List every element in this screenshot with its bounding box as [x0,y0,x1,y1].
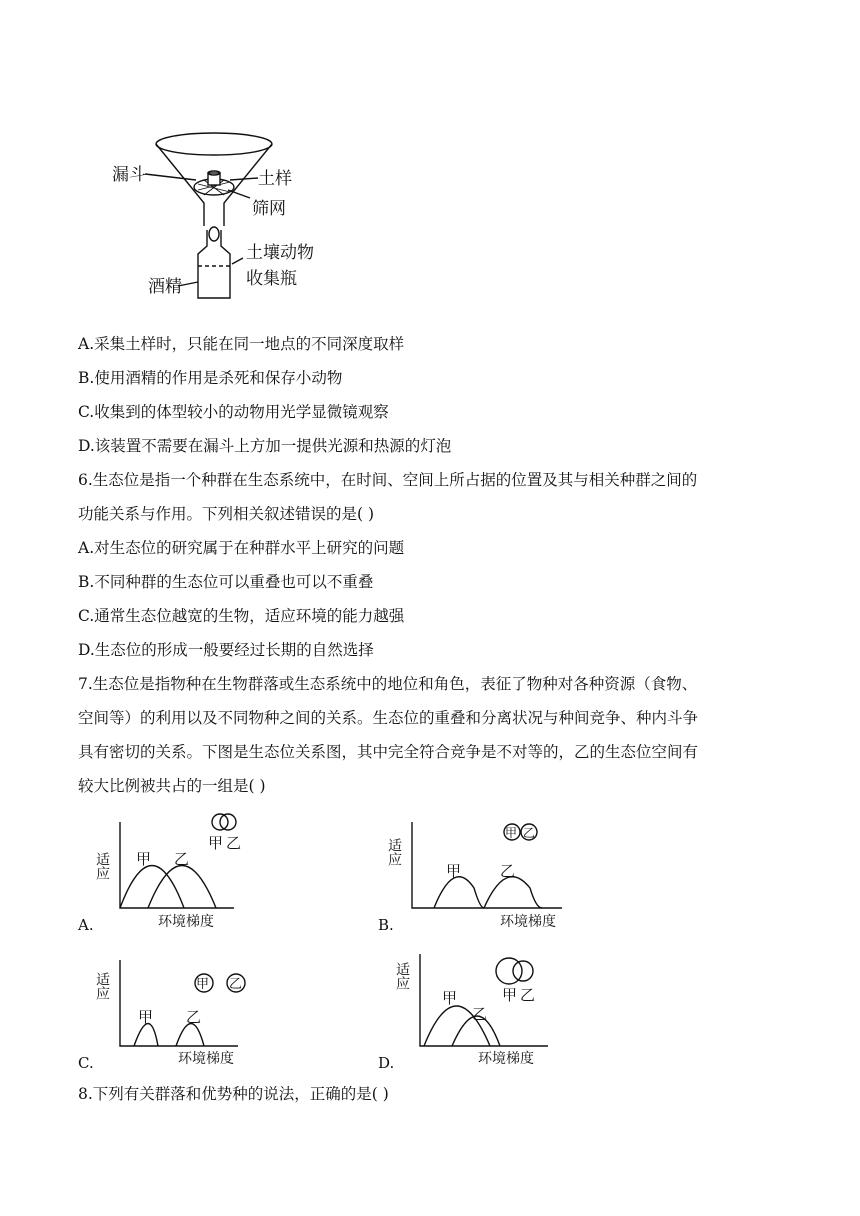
q7-stem-line2: 空间等）的利用以及不同物种之间的关系。生态位的重叠和分离状况与种间竞争、种内斗争 [78,709,699,727]
label-funnel: 漏斗 [112,165,146,185]
option-c-letter: C. [78,1054,94,1072]
graph-b [386,808,592,933]
graph-d-label-yi: 乙 [472,1005,488,1023]
label-alcohol: 酒精 [148,277,182,297]
graph-b-x-label: 环境梯度 [500,914,556,930]
option-d-letter: D. [378,1054,395,1072]
q7-stem-line4: 较大比例被共占的一组是( ) [78,777,266,795]
option-b-letter: B. [378,916,394,934]
graph-a-label-jia: 甲 [136,850,152,868]
graph-a-label-yi: 乙 [174,850,190,868]
label-sieve: 筛网 [252,199,286,219]
graph-c-label-jia: 甲 [138,1008,154,1026]
q6-stem-line2: 功能关系与作用。下列相关叙述错误的是( ) [78,505,375,523]
q5-option-d: D.该装置不需要在漏斗上方加一提供光源和热源的灯泡 [78,437,452,455]
q5-option-c: C.收集到的体型较小的动物用光学显微镜观察 [78,403,389,421]
graph-d-y-label: 适应 [394,962,410,990]
q7-stem-line1: 7.生态位是指物种在生物群落或生态系统中的地位和角色，表征了物种对各种资源（食物、 [78,675,698,693]
graph-d-x-label: 环境梯度 [478,1051,534,1067]
graph-b-legend-jia: 甲 [505,826,518,840]
q5-option-b: B.使用酒精的作用是杀死和保存小动物 [78,369,343,387]
q6-option-b: B.不同种群的生态位可以重叠也可以不重叠 [78,573,374,591]
graph-b-label-jia: 甲 [446,862,462,880]
graph-a-legend-yi: 乙 [226,834,242,852]
q6-stem-line1: 6.生态位是指一个种群在生态系统中，在时间、空间上所占据的位置及其与相关种群之间的 [78,471,698,489]
q6-option-d: D.生态位的形成一般要经过长期的自然选择 [78,641,374,659]
label-soil-animals: 土壤动物 [246,243,314,263]
graph-c-y-label: 适应 [94,972,110,1000]
graph-c [92,946,282,1071]
label-soil-sample: 土样 [258,169,292,189]
q6-option-a: A.对生态位的研究属于在种群水平上研究的问题 [78,539,405,557]
q6-option-c: C.通常生态位越宽的生物，适应环境的能力越强 [78,607,405,625]
q7-stem-line3: 具有密切的关系。下图是生态位关系图，其中完全符合竞争是不对等的，乙的生态位空间有 [78,743,699,761]
graph-b-legend-yi: 乙 [523,826,536,840]
option-a-letter: A. [78,916,94,934]
graph-a-y-label: 适应 [94,852,110,880]
graph-a-legend-jia: 甲 [208,834,224,852]
graph-c-label-yi: 乙 [186,1008,202,1026]
label-collection-bottle: 收集瓶 [246,269,297,289]
graph-b-y-label: 适应 [386,838,402,866]
graph-d-label-jia: 甲 [442,989,458,1007]
graph-d [392,946,592,1071]
q8-stem: 8.下列有关群落和优势种的说法，正确的是( ) [78,1085,389,1103]
q5-option-a: A.采集土样时，只能在同一地点的不同深度取样 [78,335,405,353]
graph-c-x-label: 环境梯度 [178,1051,234,1067]
graph-a-x-label: 环境梯度 [158,914,214,930]
graph-d-legend-jia: 甲 [502,986,518,1004]
graph-a [92,808,262,933]
graph-c-legend-jia: 甲 [196,977,210,992]
graph-d-legend-yi: 乙 [520,986,536,1004]
berlese-funnel-figure [110,118,440,308]
graph-c-legend-yi: 乙 [229,977,243,992]
graph-b-label-yi: 乙 [500,862,516,880]
